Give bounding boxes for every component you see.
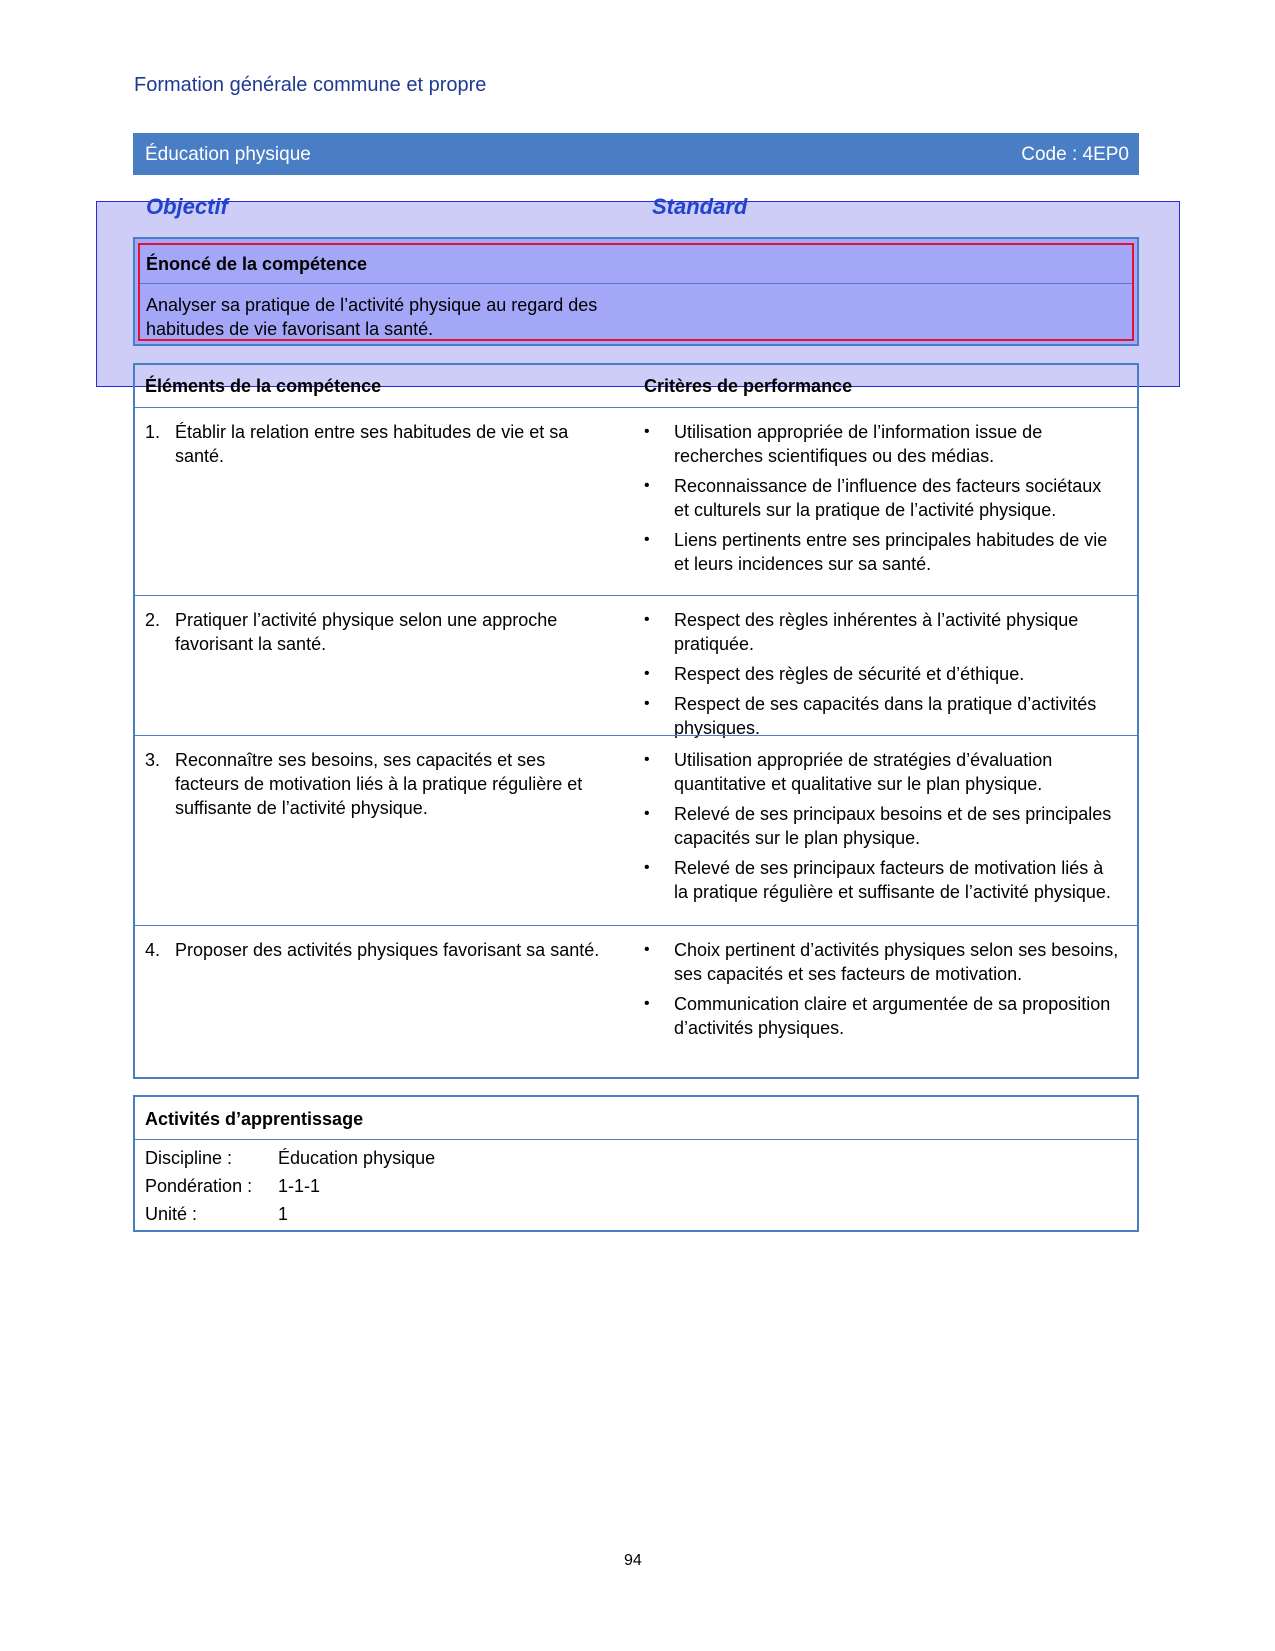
discipline-key: Discipline : [145,1148,233,1168]
element-number: 1. [145,422,161,442]
element-text: 2. Pratiquer l’activité physique selon une approche favorisant la santé. [145,610,558,654]
list-item: • Relevé de ses principaux facteurs de motivation liés à la pratique régulière et suffisante de l’activité physique. [644,858,1111,902]
list-item: • Respect de ses capacités dans la pratique d’activités physiques. [644,694,1097,738]
bullet-icon: • [644,531,650,548]
element-text: 3. Reconnaître ses besoins, ses capacités et ses facteurs de motivation liés à la pratique régulière et suffisante de l’activité physique. [145,750,583,818]
bullet-icon: • [644,611,650,628]
elements-column-header: Éléments de la compétence [145,376,382,396]
ponderation-line [145,1176,320,1197]
ponderation-key: Pondération : [145,1176,253,1196]
bullet-icon: • [644,859,650,876]
standard-label: Standard [652,194,748,219]
learning-activities-box [133,1095,1139,1232]
list-item: • Utilisation appropriée de stratégies d’évaluation quantitative et qualitative sur le plan physique. [644,750,1053,794]
discipline-band [133,133,1139,175]
discipline-line [145,1148,435,1169]
bullet-icon: • [644,665,650,682]
page-header-title: Formation générale commune et propre [134,74,487,96]
element-number: 3. [145,750,161,770]
criteria-list [644,608,1119,746]
element-text: 1. Établir la relation entre ses habitudes de vie et sa santé. [145,422,569,466]
criteria-list [644,938,1119,1046]
bullet-icon: • [644,995,650,1012]
course-code: Code : 4EP0 [1021,144,1129,165]
criteria-list [644,420,1119,582]
ponderation-value: 1-1-1 [278,1176,321,1196]
list-item: • Utilisation appropriée de l’information issue de recherches scientifiques ou des médias. [644,422,1043,466]
competence-table-header [135,365,1137,408]
bullet-icon: • [644,941,650,958]
discipline-name: Éducation physique [145,144,311,165]
criteria-column-header: Critères de performance [644,376,853,396]
list-item: • Communication claire et argumentée de sa proposition d’activités physiques. [644,994,1111,1038]
unite-value: 1 [278,1204,289,1224]
bullet-icon: • [644,805,650,822]
criteria-list [644,748,1119,910]
bullet-icon: • [644,477,650,494]
table-row [135,925,1137,1078]
competence-statement-box [133,237,1139,346]
bullet-icon: • [644,423,650,440]
element-number: 2. [145,610,161,630]
list-item: • Relevé de ses principaux besoins et de ses principales capacités sur le plan physique. [644,804,1112,848]
table-row [135,595,1137,736]
page-number: 94 [624,1552,642,1569]
competence-table [133,363,1139,1079]
unite-line [145,1204,288,1225]
discipline-value: Éducation physique [278,1148,436,1168]
bullet-icon: • [644,751,650,768]
competence-statement-text: Analyser sa pratique de l’activité physique au regard des habitudes de vie favorisant la santé. [146,295,598,339]
table-row [135,735,1137,926]
element-number: 4. [145,940,161,960]
competence-statement-header [140,245,1132,284]
list-item: • Respect des règles de sécurité et d’éthique. [644,664,1025,684]
competence-statement-title: Énoncé de la compétence [146,254,368,274]
competence-statement-highlight [138,243,1134,341]
element-text: 4. Proposer des activités physiques favorisant sa santé. [145,940,600,960]
learning-activities-header [135,1097,1137,1140]
unite-key: Unité : [145,1204,198,1224]
list-item: • Liens pertinents entre ses principales habitudes de vie et leurs incidences sur sa santé. [644,530,1108,574]
table-row [135,407,1137,596]
objective-label: Objectif [146,194,228,219]
list-item: • Respect des règles inhérentes à l’activité physique pratiquée. [644,610,1079,654]
list-item: • Choix pertinent d’activités physiques selon ses besoins, ses capacités et ses facteurs de motivation. [644,940,1119,984]
learning-activities-title: Activités d’apprentissage [145,1109,364,1129]
bullet-icon: • [644,695,650,712]
list-item: • Reconnaissance de l’influence des facteurs sociétaux et culturels sur la pratique de l’activité physique. [644,476,1102,520]
